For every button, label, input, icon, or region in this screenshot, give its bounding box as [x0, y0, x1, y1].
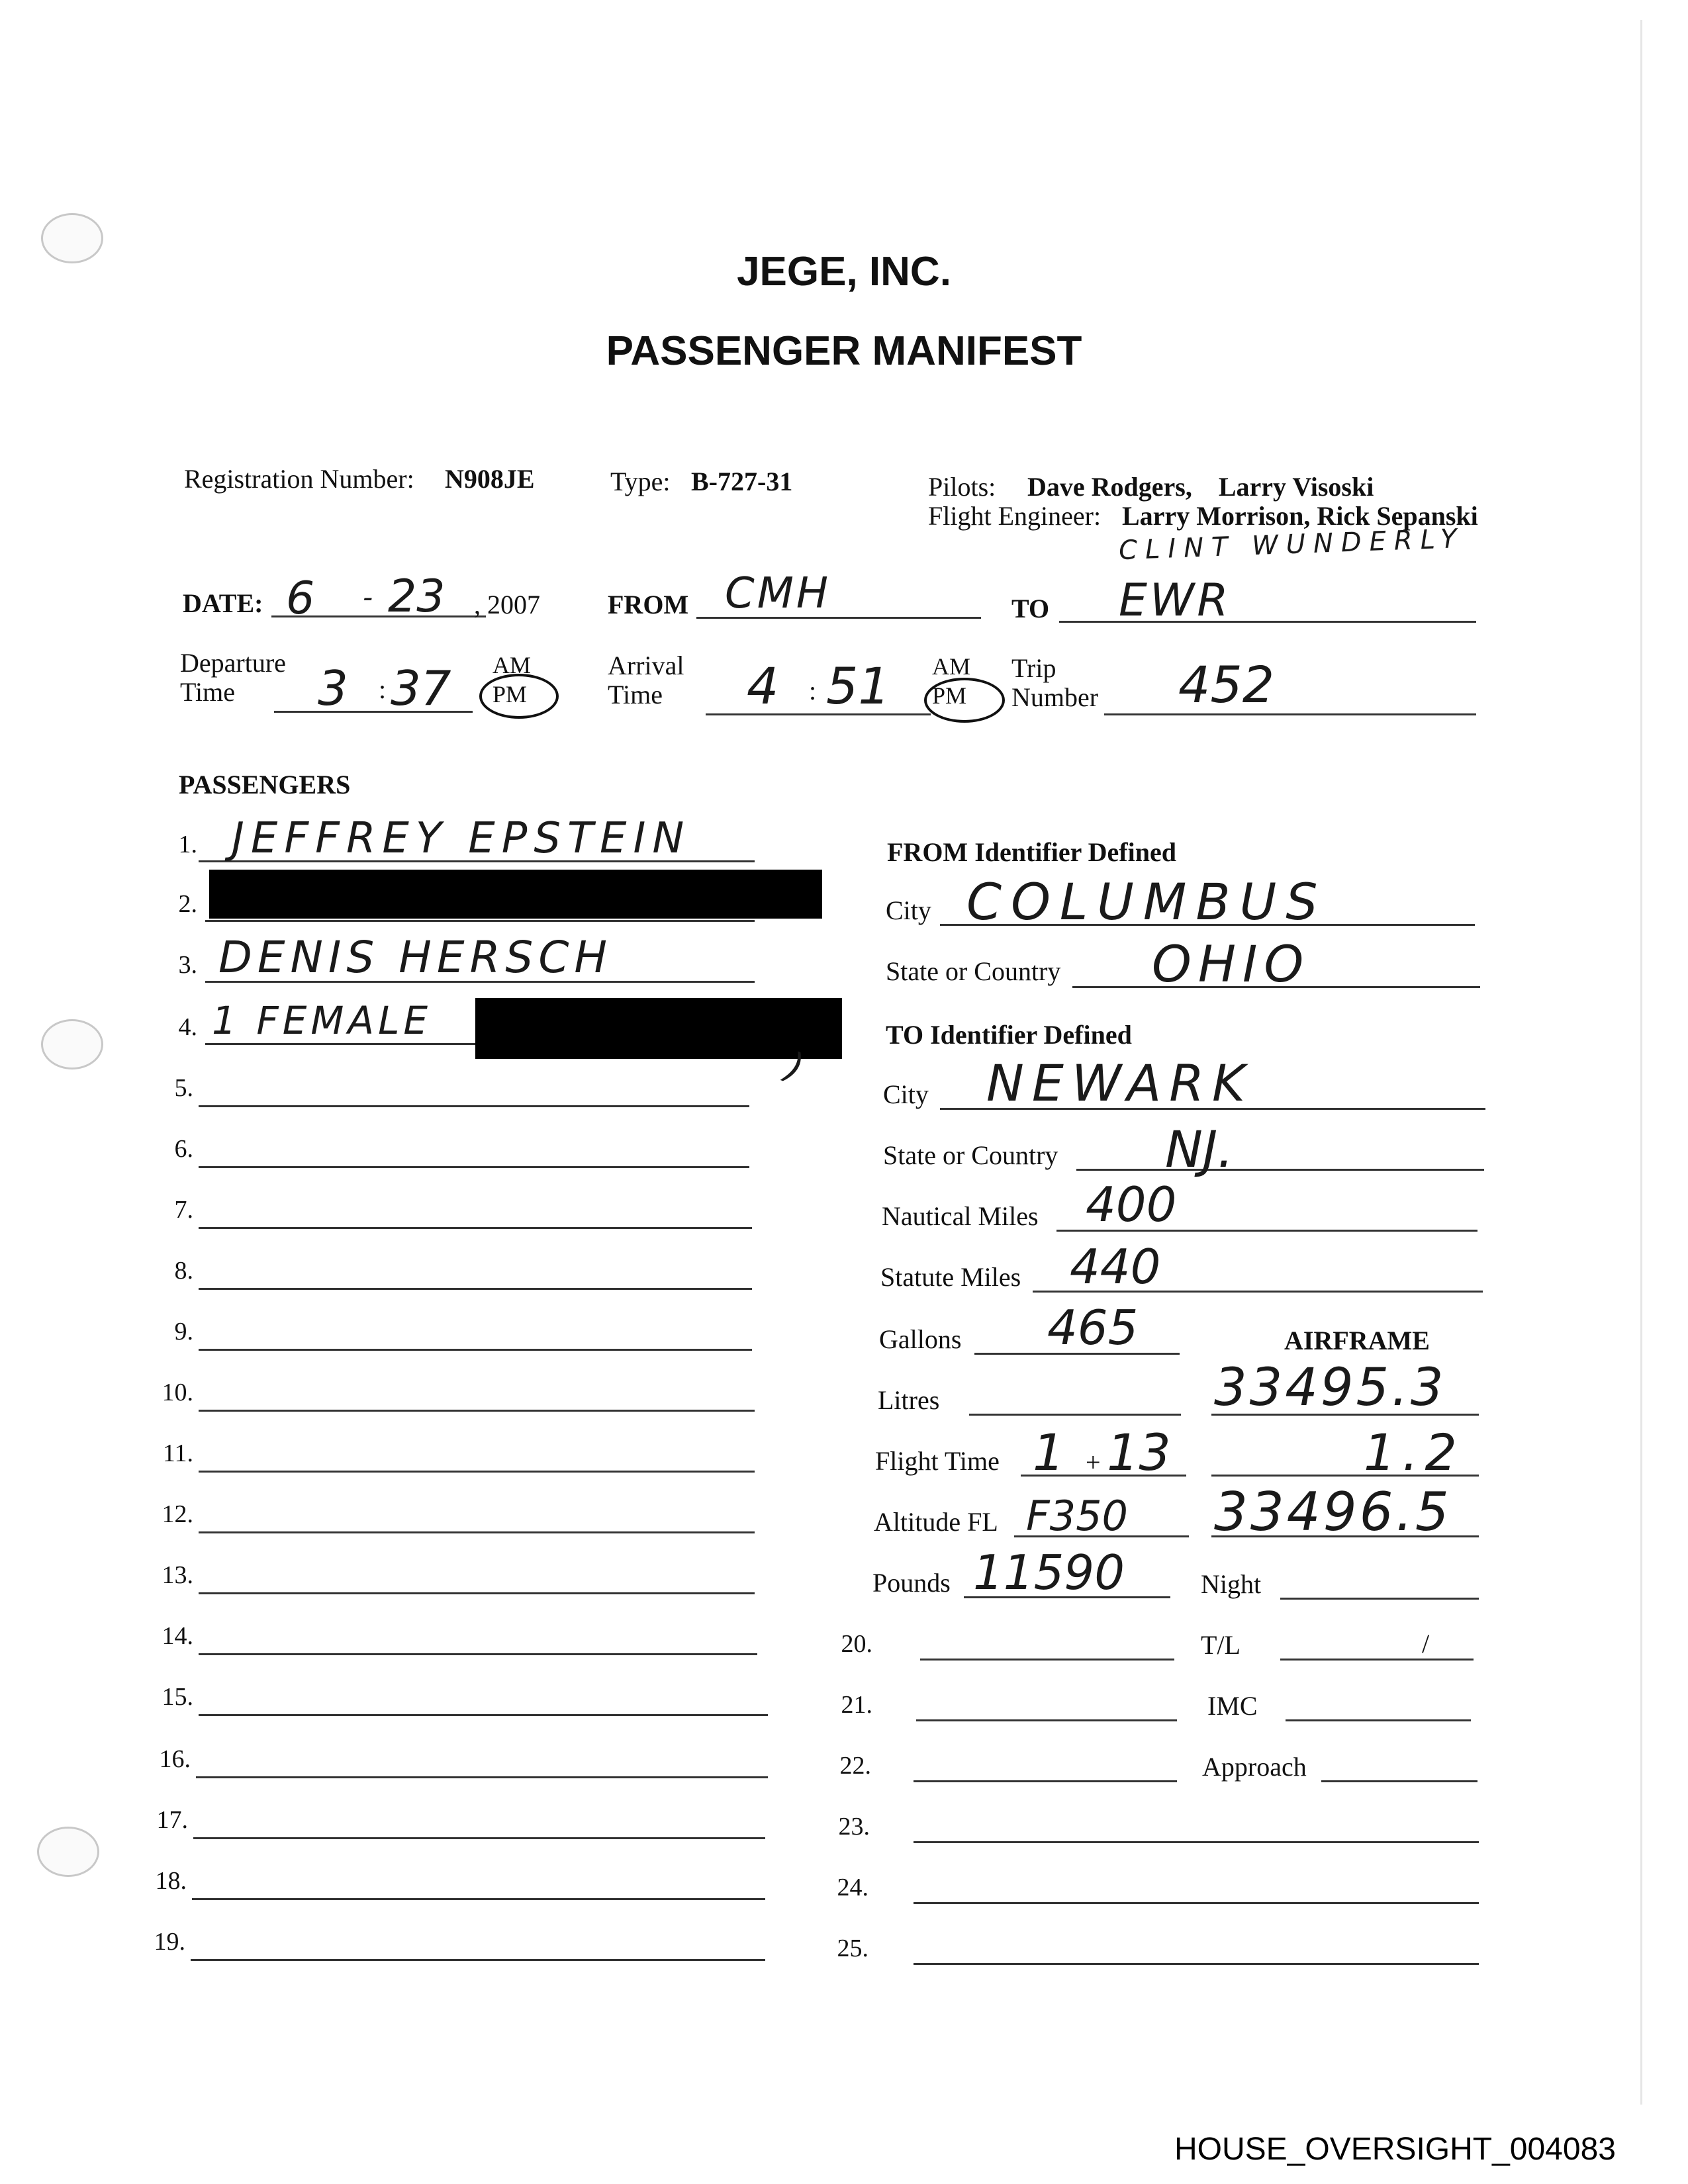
passenger-name: JEFFREY EPSTEIN: [232, 814, 691, 863]
departure-hour: 3: [318, 660, 348, 716]
airframe-heading: AIRFRAME: [1284, 1326, 1430, 1355]
arrival-time-label: Time: [608, 680, 663, 709]
imc-label: IMC: [1207, 1691, 1258, 1721]
passenger-number: 10.: [162, 1379, 193, 1406]
departure-minutes: 37: [391, 660, 451, 716]
passenger-line: [199, 1531, 755, 1533]
to-city-label: City: [883, 1079, 929, 1109]
airframe-added-value: 1.2: [1364, 1423, 1464, 1482]
passenger-number: 18.: [155, 1867, 187, 1895]
passenger-number: 17.: [156, 1806, 188, 1834]
passenger-line: [199, 1410, 755, 1412]
arrival-minutes: 51: [826, 657, 890, 715]
altitude-label: Altitude FL: [874, 1507, 998, 1537]
row-line-21: [916, 1719, 1177, 1721]
airframe-start-value: 33495.3: [1214, 1358, 1446, 1418]
passenger-line: [199, 1227, 752, 1229]
date-dash: -: [363, 581, 373, 614]
passenger-number: 3.: [178, 951, 197, 979]
passenger-number: 5.: [174, 1074, 193, 1102]
flight-time-hours: 1: [1033, 1423, 1065, 1482]
row-line-20: [920, 1659, 1174, 1661]
row-number-22: 22.: [839, 1752, 871, 1780]
passenger-number: 15.: [162, 1683, 193, 1711]
from-city-value: COLUMBUS: [966, 872, 1327, 931]
passenger-number: 19.: [154, 1928, 185, 1956]
from-label: FROM: [608, 590, 689, 619]
type-value: B-727-31: [691, 467, 793, 496]
departure-colon: :: [379, 674, 387, 704]
trip-number: 452: [1178, 655, 1275, 714]
to-identifier-heading: TO Identifier Defined: [886, 1020, 1132, 1050]
passenger-name: DENIS HERSCH: [218, 932, 613, 983]
passenger-number: 7.: [174, 1196, 193, 1224]
passenger-line: [192, 1898, 765, 1900]
passengers-heading: PASSENGERS: [179, 770, 351, 799]
document-title: PASSENGER MANIFEST: [606, 328, 1082, 374]
flight-engineer-value: Larry Morrison, Rick Sepanski: [1122, 501, 1478, 531]
departure-pm: PM: [492, 681, 528, 707]
arrival-pm-circle: [924, 678, 1005, 723]
to-value: EWR: [1119, 574, 1231, 627]
passenger-line: [199, 1166, 749, 1168]
passenger-line: [199, 1592, 755, 1594]
binder-hole-middle: [41, 1019, 103, 1069]
registration-value: N908JE: [445, 464, 535, 494]
passenger-name: 1 FEMALE: [212, 998, 432, 1043]
trip-line: [1104, 713, 1476, 715]
night-line: [1280, 1598, 1479, 1600]
from-state-value: OHIO: [1152, 934, 1311, 993]
flight-engineer-label: Flight Engineer:: [928, 501, 1102, 531]
passenger-number: 13.: [162, 1561, 193, 1589]
passenger-line: [199, 1714, 768, 1716]
from-city-label: City: [886, 895, 931, 925]
nautical-miles-value: 400: [1086, 1177, 1177, 1232]
arrival-am: AM: [932, 653, 971, 680]
passenger-line: [199, 1105, 749, 1107]
closing-paren-mark: ): [780, 1044, 810, 1090]
row-number-23: 23.: [838, 1813, 870, 1841]
date-year: , 2007: [474, 590, 540, 619]
passenger-number: 14.: [162, 1622, 193, 1650]
passenger-line: [199, 1349, 752, 1351]
flight-time-plus: +: [1086, 1447, 1101, 1477]
bates-number: HOUSE_OVERSIGHT_004083: [1174, 2132, 1616, 2167]
arrival-colon: :: [809, 676, 817, 705]
passenger-line: [191, 1959, 765, 1961]
passenger-line: [205, 920, 755, 922]
passenger-line: [199, 1653, 757, 1655]
pilots-value: Dave Rodgers, Larry Visoski: [1027, 472, 1374, 502]
row-line-25: [914, 1963, 1479, 1965]
trip-label: Trip: [1011, 653, 1056, 683]
trip-number-label: Number: [1011, 682, 1099, 712]
type-label: Type:: [610, 467, 671, 496]
from-state-label: State or Country: [886, 956, 1061, 986]
passenger-number: 4.: [178, 1013, 197, 1041]
altitude-value: F350: [1026, 1492, 1129, 1540]
departure-am: AM: [492, 652, 532, 678]
approach-label: Approach: [1202, 1752, 1307, 1782]
redaction-box-passenger-4: [475, 998, 842, 1059]
company-name: JEGE, INC.: [737, 249, 951, 295]
departure-pm-circle: [479, 674, 559, 719]
date-month: 6: [286, 572, 315, 625]
passenger-line: [199, 1471, 755, 1473]
night-label: Night: [1201, 1569, 1262, 1599]
arrival-pm: PM: [932, 682, 967, 709]
row-number-20: 20.: [841, 1630, 872, 1658]
gallons-label: Gallons: [879, 1324, 962, 1354]
date-label: DATE:: [183, 588, 263, 618]
pounds-value: 11590: [973, 1545, 1125, 1600]
redaction-box-passenger-2: [209, 870, 822, 919]
airframe-end-value: 33496.5: [1214, 1481, 1452, 1543]
statute-miles-label: Statute Miles: [880, 1262, 1021, 1292]
to-label: TO: [1011, 594, 1050, 623]
passenger-line: [193, 1837, 765, 1839]
arrival-hour: 4: [747, 657, 779, 715]
to-state-line: [1076, 1169, 1484, 1171]
departure-label: Departure: [180, 648, 286, 678]
passenger-line: [196, 1776, 768, 1778]
date-day: 23: [388, 570, 445, 623]
passenger-line: [199, 1288, 752, 1290]
row-line-22: [914, 1780, 1177, 1782]
litres-label: Litres: [878, 1385, 940, 1415]
passenger-number: 12.: [162, 1500, 193, 1528]
from-value: CMH: [725, 569, 831, 618]
tl-line: [1280, 1659, 1474, 1661]
statute-miles-value: 440: [1070, 1239, 1161, 1295]
tl-label: T/L: [1201, 1630, 1241, 1660]
passenger-number: 8.: [174, 1257, 193, 1285]
row-line-23: [914, 1841, 1479, 1843]
gallons-value: 465: [1047, 1300, 1139, 1355]
passenger-number: 2.: [178, 890, 197, 918]
departure-time-label: Time: [180, 677, 236, 707]
litres-line: [969, 1414, 1181, 1416]
tl-slash: /: [1422, 1629, 1430, 1659]
row-line-24: [914, 1902, 1479, 1904]
engineer-handwritten: CLINT WUNDERLY: [1118, 523, 1466, 567]
binder-hole-bottom: [37, 1827, 99, 1877]
passenger-number: 9.: [174, 1318, 193, 1345]
registration-label: Registration Number:: [184, 464, 414, 494]
passenger-number: 16.: [159, 1745, 191, 1773]
pilots-label: Pilots:: [928, 472, 996, 502]
to-city-value: NEWARK: [986, 1054, 1253, 1113]
approach-line: [1321, 1780, 1477, 1782]
nautical-miles-label: Nautical Miles: [882, 1201, 1039, 1231]
passenger-number: 6.: [174, 1135, 193, 1163]
row-number-21: 21.: [841, 1691, 872, 1719]
to-state-value: NJ.: [1165, 1120, 1234, 1179]
arrival-line: [706, 713, 931, 715]
pounds-label: Pounds: [872, 1568, 951, 1598]
passenger-number: 11.: [162, 1439, 193, 1467]
arrival-label: Arrival: [608, 651, 684, 680]
imc-line: [1286, 1719, 1471, 1721]
flight-time-minutes: 13: [1107, 1423, 1171, 1482]
from-identifier-heading: FROM Identifier Defined: [887, 837, 1176, 867]
row-number-24: 24.: [837, 1874, 868, 1901]
passenger-number: 1.: [178, 831, 197, 858]
flight-time-label: Flight Time: [875, 1446, 1000, 1476]
to-state-label: State or Country: [883, 1140, 1058, 1170]
row-number-25: 25.: [837, 1934, 868, 1962]
